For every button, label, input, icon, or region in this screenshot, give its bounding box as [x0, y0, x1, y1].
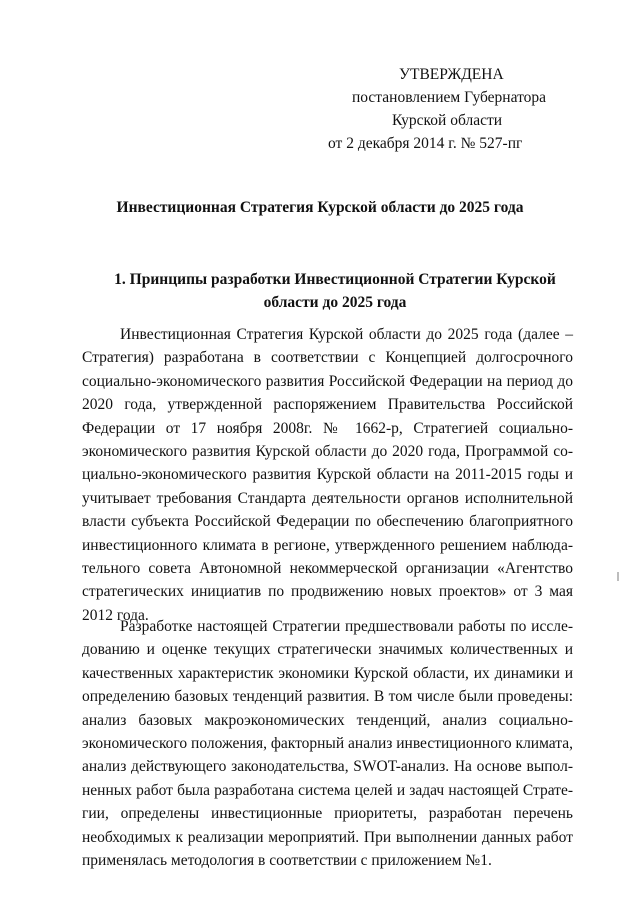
approval-status: УТВЕРЖДЕНА	[399, 66, 504, 83]
document-title: Инвестиционная Стратегия Курской области до 2025 года	[116, 199, 524, 216]
approval-authority: постановлением Губернатора	[352, 89, 547, 106]
approval-region: Курской области	[392, 112, 503, 129]
approval-date-number: от 2 декабря 2014 г. № 527-пг	[328, 135, 523, 152]
section-heading: 1. Принципы разработки Инвестиционной Стратегии Курской области до 2025 года	[114, 271, 556, 311]
body-paragraph: Инвестиционная Стратегия Курской области до 2025 года (далее – Стратегия) разработана в соответствии с Концепцией долгосрочного социально-экономического развития Российской Федерации на период до 2020 года, утвержденной распоряжением Правительства Российской Федерации от 17 ноября 2008г. № 1662-р, Стратегией социально-экономического развития Курской области до 2020 года, Программой социально-экономического развития Курской области на 2011-2015 годы и учитывает требования Стандарта деятельности органов исполнительной власти субъекта Российской Федерации по обеспечению благоприятного инвестиционного климата в регионе, утвержденного решением наблюдательного совета Автономной некоммерческой организации «Агентство стратегических инициатив по продвижению новых проектов» от 3 мая 2012 года.	[82, 326, 573, 624]
body-paragraph: Разработке настоящей Стратегии предшествовали работы по исследованию и оценке текущих стратегически значимых количественных и качественных характеристик экономики Курской области, их динамики и определению базовых тенденций развития. В том числе были проведены: анализ базовых макроэкономических тенденций, анализ социально-экономического положения, факторный анализ инвестиционного климата, анализ действующего законодательства, SWOT-анализ. На основе выполненных работ была разработана система целей и задач настоящей Стратегии, определены инвестиционные приоритеты, разработан перечень необходимых к реализации мероприятий. При выполнении данных работ применялась методология в соответствии с приложением №1.	[82, 618, 574, 870]
scan-artifact	[617, 572, 619, 581]
